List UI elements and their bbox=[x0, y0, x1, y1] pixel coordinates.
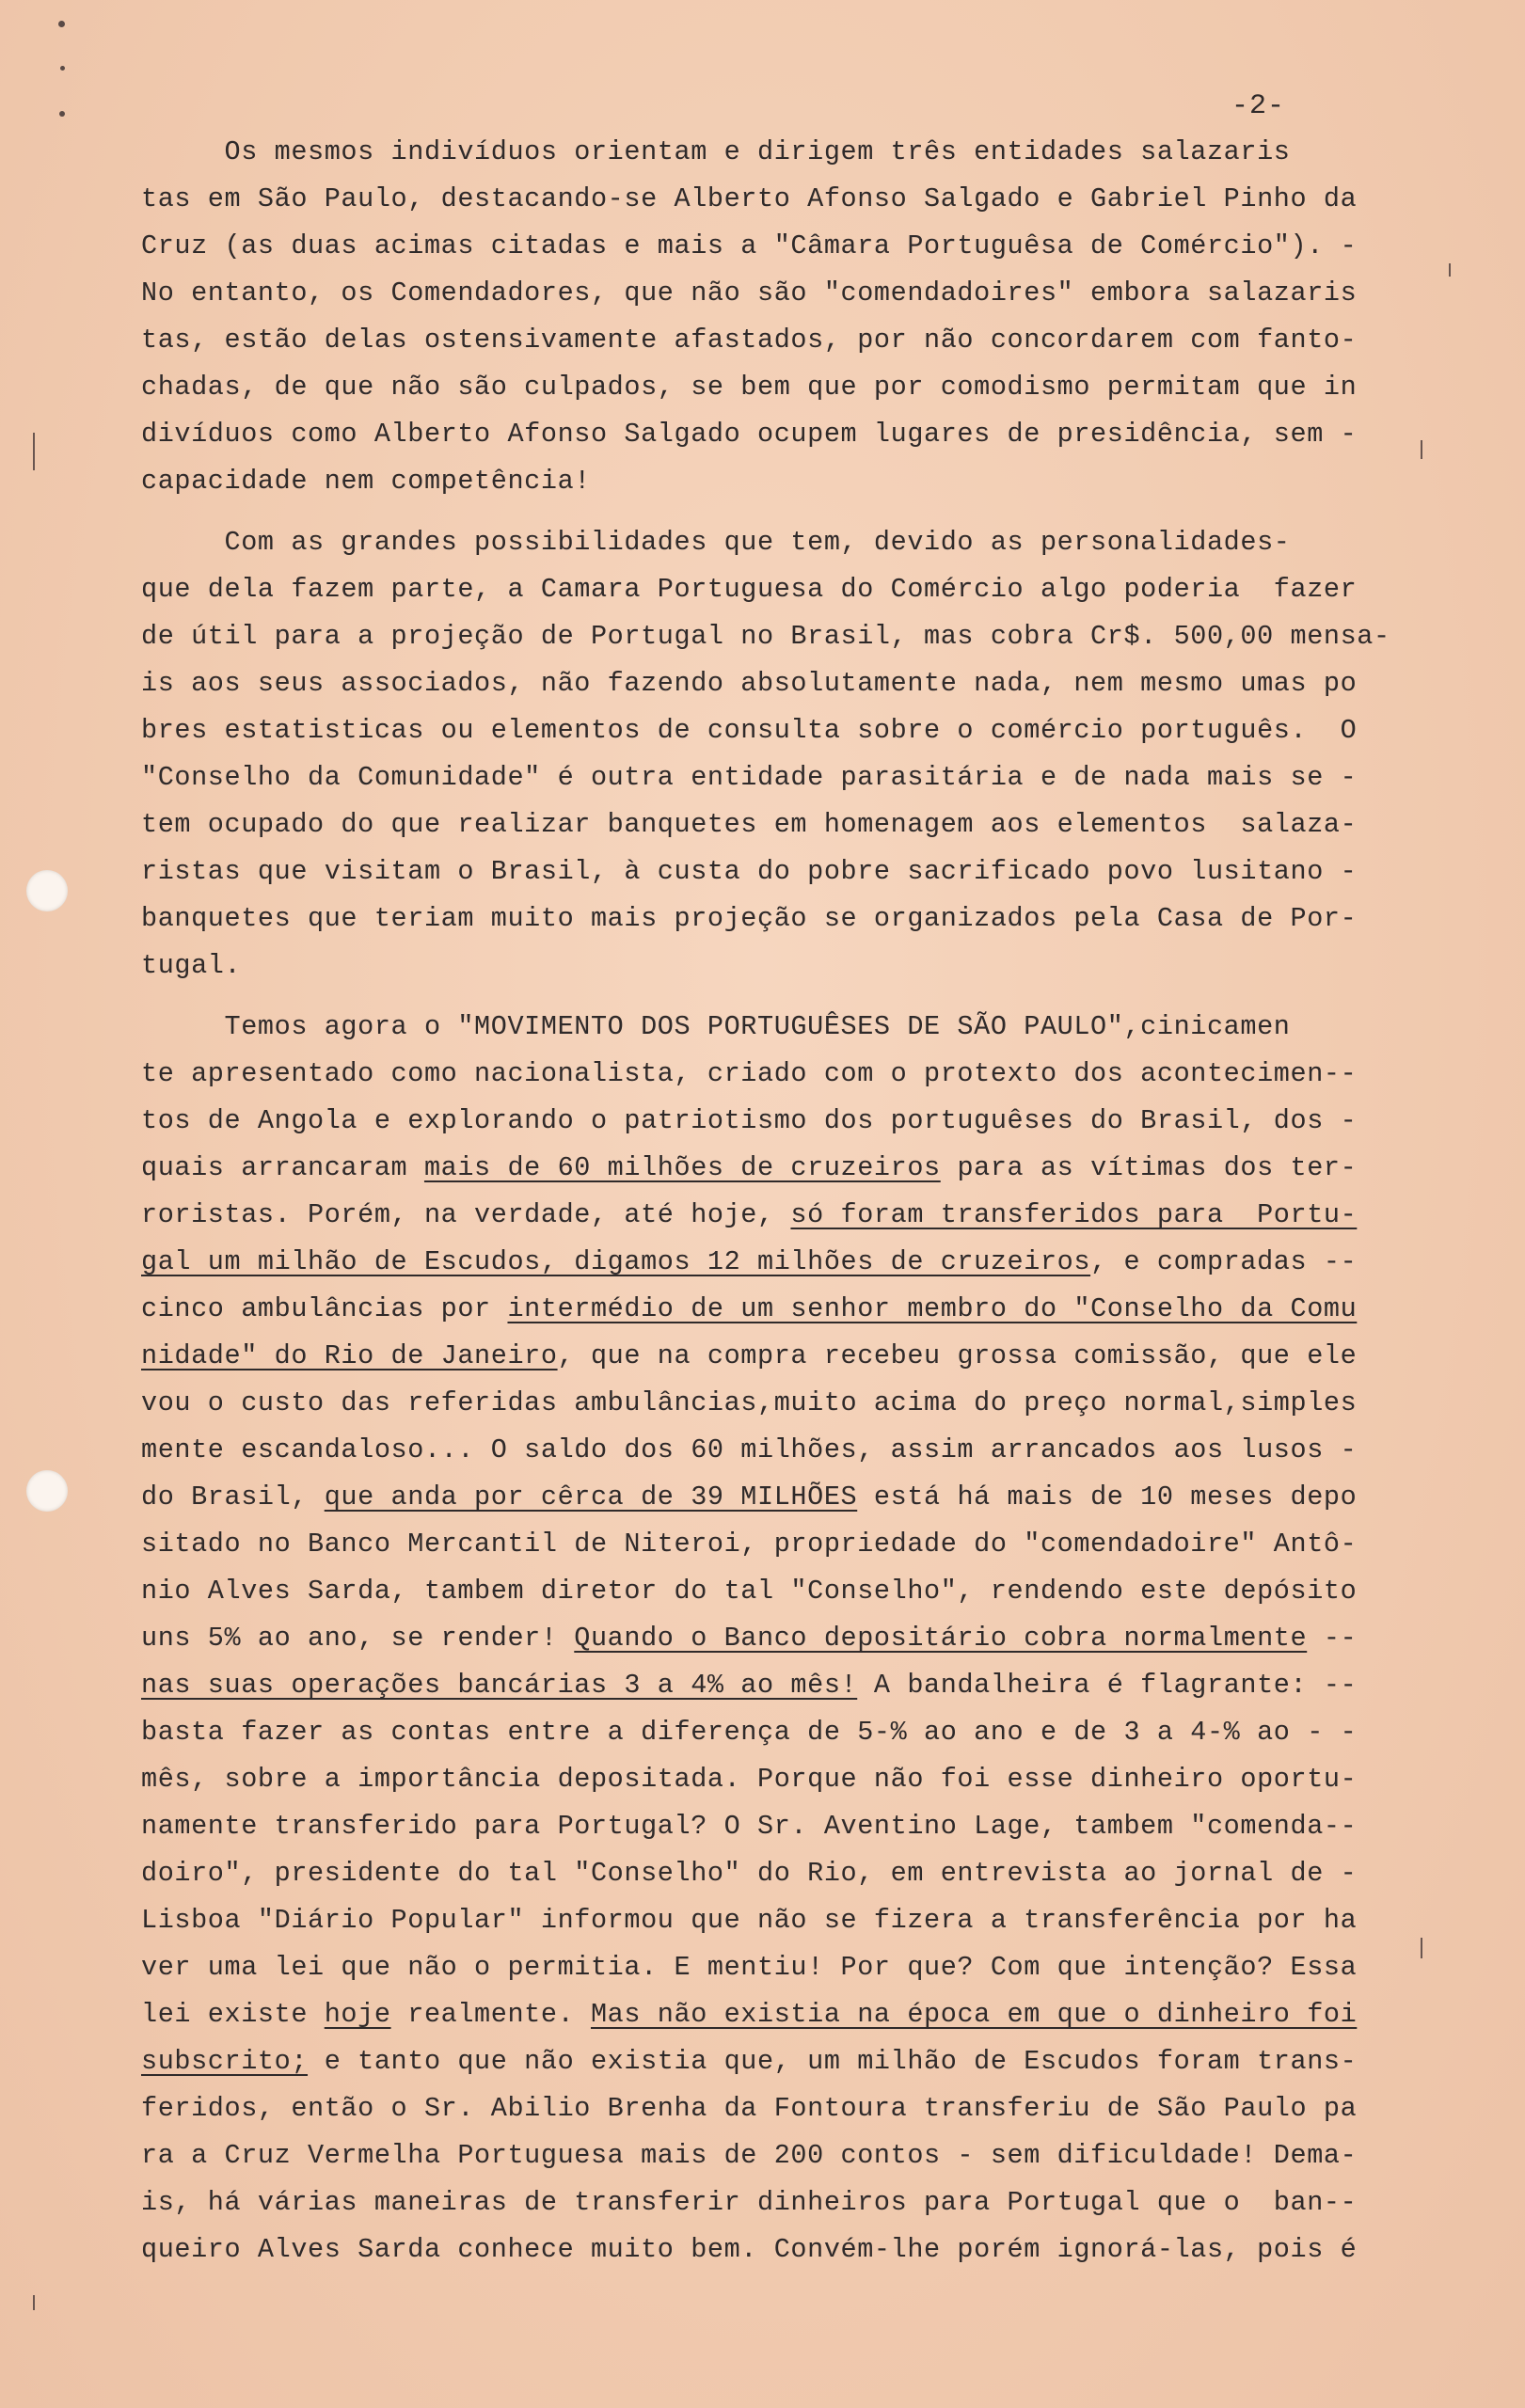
text-line bbox=[141, 1246, 1358, 1277]
text-segment: banquetes que teriam muito mais projeção se organizados pela Casa de Por- bbox=[141, 903, 1358, 934]
text-segment: tem ocupado do que realizar banquetes em homenagem aos elementos salaza- bbox=[141, 809, 1358, 840]
text-line bbox=[141, 621, 1390, 652]
text-line bbox=[141, 327, 1357, 355]
text-line bbox=[141, 1531, 1357, 1559]
text-segment: Lisboa "Diário Popular" informou que não se fizera a transferência por ha bbox=[141, 1905, 1358, 1936]
text-line bbox=[141, 374, 1357, 402]
text-line bbox=[141, 1811, 1358, 1842]
text-line bbox=[141, 2093, 1358, 2124]
text-segment: tugal. bbox=[141, 950, 242, 981]
text-line bbox=[141, 183, 1358, 214]
text-line bbox=[141, 277, 1358, 309]
text-segment: cinco ambulâncias por bbox=[141, 1293, 508, 1324]
text-segment: , e compradas -- bbox=[1090, 1246, 1358, 1277]
page-number: -2- bbox=[1231, 90, 1285, 122]
text-line bbox=[141, 1952, 1358, 1983]
underlined-text: nidade" do Rio de Janeiro bbox=[141, 1340, 558, 1371]
underlined-text: que anda por cêrca de 39 MILHÕES bbox=[324, 1481, 858, 1513]
text-segment: capacidade nem competência! bbox=[141, 466, 591, 497]
text-line bbox=[141, 1340, 1358, 1371]
text-segment: tas, estão delas ostensivamente afastados, por não concordarem com fanto- bbox=[141, 325, 1358, 356]
text-segment: tas em São Paulo, destacando-se Alberto Afonso Salgado e Gabriel Pinho da bbox=[141, 183, 1358, 214]
text-line bbox=[141, 715, 1358, 746]
text-line bbox=[141, 574, 1358, 605]
text-segment: -- bbox=[1307, 1623, 1358, 1654]
text-segment: mês, sobre a importância depositada. Porque não foi esse dinheiro oportu- bbox=[141, 1764, 1358, 1795]
text-segment: is, há várias maneiras de transferir dinheiros para Portugal que o ban-- bbox=[141, 2187, 1358, 2218]
underlined-text: hoje bbox=[324, 1999, 391, 2030]
text-line bbox=[141, 1766, 1357, 1794]
text-segment: sitado no Banco Mercantil de Niteroi, propriedade do "comendadoire" Antô- bbox=[141, 1529, 1358, 1560]
text-line bbox=[141, 2046, 1358, 2077]
underlined-text: mais de 60 milhões de cruzeiros bbox=[423, 1152, 941, 1183]
text-segment: basta fazer as contas entre a diferença de 5-% ao ano e de 3 a 4-% ao - - bbox=[141, 1717, 1358, 1748]
text-line bbox=[141, 1105, 1358, 1136]
text-segment: chadas, de que não são culpados, se bem que por comodismo permitam que in bbox=[141, 372, 1358, 403]
text-line bbox=[141, 1434, 1358, 1465]
underlined-text: Quando o Banco depositário cobra normalmente bbox=[574, 1623, 1308, 1654]
text-line bbox=[141, 950, 242, 981]
text-segment: namente transferido para Portugal? O Sr. Aventino Lage, tambem "comenda-- bbox=[141, 1811, 1358, 1842]
margin-speck bbox=[59, 111, 65, 117]
text-line bbox=[141, 1999, 1358, 2030]
text-line bbox=[141, 1672, 1357, 1700]
text-line bbox=[141, 1905, 1358, 1936]
underlined-text: intermédio de um senhor membro do "Conselho da Comu bbox=[507, 1293, 1358, 1324]
margin-mark bbox=[1449, 263, 1451, 277]
text-segment: realmente. bbox=[390, 1999, 591, 2030]
text-line bbox=[141, 1199, 1358, 1230]
text-segment: feridos, então o Sr. Abilio Brenha da Fontoura transferiu de São Paulo pa bbox=[141, 2093, 1358, 2124]
margin-mark bbox=[33, 433, 35, 470]
text-segment: do Brasil, bbox=[141, 1481, 325, 1513]
text-segment: Cruz (as duas acimas citadas e mais a "Câmara Portuguêsa de Comércio"). - bbox=[141, 230, 1358, 261]
text-segment: A bandalheira é flagrante: -- bbox=[857, 1670, 1358, 1701]
text-segment: quais arrancaram bbox=[141, 1152, 424, 1183]
text-line bbox=[141, 1387, 1358, 1418]
punch-hole-upper bbox=[26, 870, 68, 911]
underlined-text: só foram transferidos para Portu- bbox=[790, 1199, 1358, 1230]
text-segment: ristas que visitam o Brasil, à custa do pobre sacrificado povo lusitano - bbox=[141, 856, 1358, 887]
underlined-text: Mas não existia na época em que o dinheiro foi bbox=[590, 1999, 1358, 2030]
text-segment: is aos seus associados, não fazendo absolutamente nada, nem mesmo umas po bbox=[141, 668, 1358, 699]
text-segment: No entanto, os Comendadores, que não são "comendadoires" embora salazaris bbox=[141, 277, 1358, 309]
text-segment: mente escandaloso... O saldo dos 60 milhões, assim arrancados aos lusos - bbox=[141, 1434, 1358, 1465]
text-line bbox=[141, 762, 1358, 793]
text-line bbox=[141, 1858, 1358, 1889]
text-segment: divíduos como Alberto Afonso Salgado ocupem lugares de presidência, sem - bbox=[141, 419, 1358, 450]
text-segment: ra a Cruz Vermelha Portuguesa mais de 200 contos - sem dificuldade! Dema- bbox=[141, 2140, 1358, 2171]
text-line bbox=[141, 1481, 1358, 1513]
text-line bbox=[141, 2187, 1358, 2218]
text-segment: queiro Alves Sarda conhece muito bem. Convém-lhe porém ignorá-las, pois é bbox=[141, 2234, 1358, 2265]
text-line bbox=[141, 136, 1291, 167]
text-line bbox=[141, 1293, 1358, 1324]
margin-speck bbox=[60, 66, 65, 71]
text-segment: Temos agora o "MOVIMENTO DOS PORTUGUÊSES DE SÃO PAULO",cinicamen bbox=[141, 1011, 1291, 1042]
text-segment: e tanto que não existia que, um milhão de Escudos foram trans- bbox=[308, 2046, 1358, 2077]
text-line bbox=[141, 1578, 1357, 1606]
text-line bbox=[141, 1011, 1291, 1042]
text-segment: lei existe bbox=[141, 1999, 325, 2030]
text-line bbox=[141, 230, 1358, 261]
text-line bbox=[141, 903, 1358, 934]
text-line bbox=[141, 809, 1358, 840]
text-segment: te apresentado como nacionalista, criado com o protexto dos acontecimen-- bbox=[141, 1058, 1358, 1089]
margin-mark bbox=[1421, 1938, 1422, 1958]
text-line bbox=[141, 527, 1291, 558]
text-segment: , que na compra recebeu grossa comissão, que ele bbox=[557, 1340, 1358, 1371]
text-line bbox=[141, 1152, 1358, 1183]
underlined-text: gal um milhão de Escudos, digamos 12 milhões de cruzeiros bbox=[141, 1246, 1091, 1277]
text-segment: doiro", presidente do tal "Conselho" do Rio, em entrevista ao jornal de - bbox=[141, 1858, 1358, 1889]
text-segment: nio Alves Sarda, tambem diretor do tal "Conselho", rendendo este depósito bbox=[141, 1576, 1358, 1607]
text-segment: vou o custo das referidas ambulâncias,muito acima do preço normal,simples bbox=[141, 1387, 1358, 1418]
text-segment: tos de Angola e explorando o patriotismo dos portuguêses do Brasil, dos - bbox=[141, 1105, 1358, 1136]
text-segment: Com as grandes possibilidades que tem, devido as personalidades- bbox=[141, 527, 1291, 558]
margin-mark bbox=[1421, 440, 1422, 459]
punch-hole-lower bbox=[26, 1470, 68, 1512]
text-segment: Os mesmos indivíduos orientam e dirigem três entidades salazaris bbox=[141, 136, 1291, 167]
text-line bbox=[141, 668, 1358, 699]
text-line bbox=[141, 2140, 1358, 2171]
text-line bbox=[141, 1719, 1357, 1747]
text-segment: está há mais de 10 meses depo bbox=[857, 1481, 1358, 1513]
underlined-text: nas suas operações bancárias 3 a 4% ao mês! bbox=[141, 1670, 858, 1701]
text-segment: para as vítimas dos ter- bbox=[940, 1152, 1358, 1183]
text-segment: roristas. Porém, na verdade, até hoje, bbox=[141, 1199, 791, 1230]
text-line bbox=[141, 1625, 1357, 1653]
text-line bbox=[141, 856, 1358, 887]
underlined-text: subscrito; bbox=[141, 2046, 309, 2077]
margin-speck bbox=[58, 21, 65, 27]
text-segment: ver uma lei que não o permitia. E mentiu! Por que? Com que intenção? Essa bbox=[141, 1952, 1358, 1983]
text-segment: que dela fazem parte, a Camara Portuguesa do Comércio algo poderia fazer bbox=[141, 574, 1358, 605]
text-line bbox=[141, 2234, 1358, 2265]
text-segment: de útil para a projeção de Portugal no Brasil, mas cobra Cr$. 500,00 mensa- bbox=[141, 621, 1390, 652]
text-line bbox=[141, 1058, 1358, 1089]
text-segment: uns 5% ao ano, se render! bbox=[141, 1623, 575, 1654]
text-segment: "Conselho da Comunidade" é outra entidade parasitária e de nada mais se - bbox=[141, 762, 1358, 793]
text-line bbox=[141, 421, 1357, 449]
text-line bbox=[141, 468, 591, 496]
margin-mark bbox=[33, 2295, 35, 2310]
text-segment: bres estatisticas ou elementos de consulta sobre o comércio português. O bbox=[141, 715, 1358, 746]
